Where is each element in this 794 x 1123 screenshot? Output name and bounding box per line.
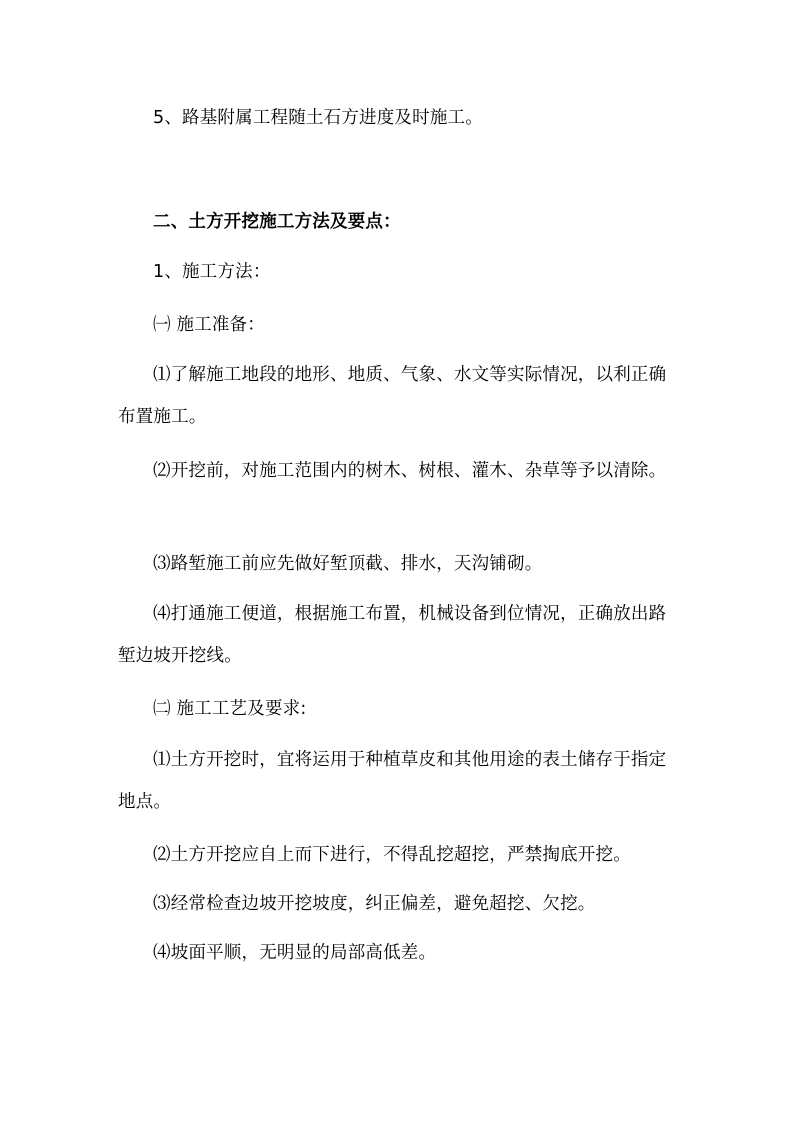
paragraph-item-5: 5、路基附属工程随土石方进度及时施工。 [153,108,483,128]
process-item-3: ⑶经常检查边坡开挖坡度，纠正偏差，避免超挖、欠挖。 [153,894,596,914]
preparation-item-1: ⑴了解施工地段的地形、地质、气象、水文等实际情况，以利正确布置施工。 [118,365,667,427]
process-item-2: ⑵土方开挖应自上而下进行，不得乱挖超挖，严禁掏底开挖。 [153,845,631,865]
section-heading: 二、土方开挖施工方法及要点： [153,212,401,232]
subsection-heading: 1、施工方法： [153,262,271,282]
process-requirements-heading: ㈡ 施工工艺及要求: [153,699,307,719]
preparation-item-2: ⑵开挖前，对施工范围内的树木、树根、灌木、杂草等予以清除。 [153,461,667,481]
preparation-item-3: ⑶路堑施工前应先做好堑顶截、排水，天沟铺砌。 [153,554,543,574]
construction-preparation-heading: ㈠ 施工准备： [153,315,265,335]
preparation-item-4: ⑷打通施工便道，根据施工布置，机械设备到位情况，正确放出路堑边坡开挖线。 [118,604,667,666]
process-item-4: ⑷坡面平顺，无明显的局部高低差。 [153,943,437,963]
process-item-1: ⑴土方开挖时，宜将运用于种植草皮和其他用途的表土储存于指定地点。 [118,750,667,812]
